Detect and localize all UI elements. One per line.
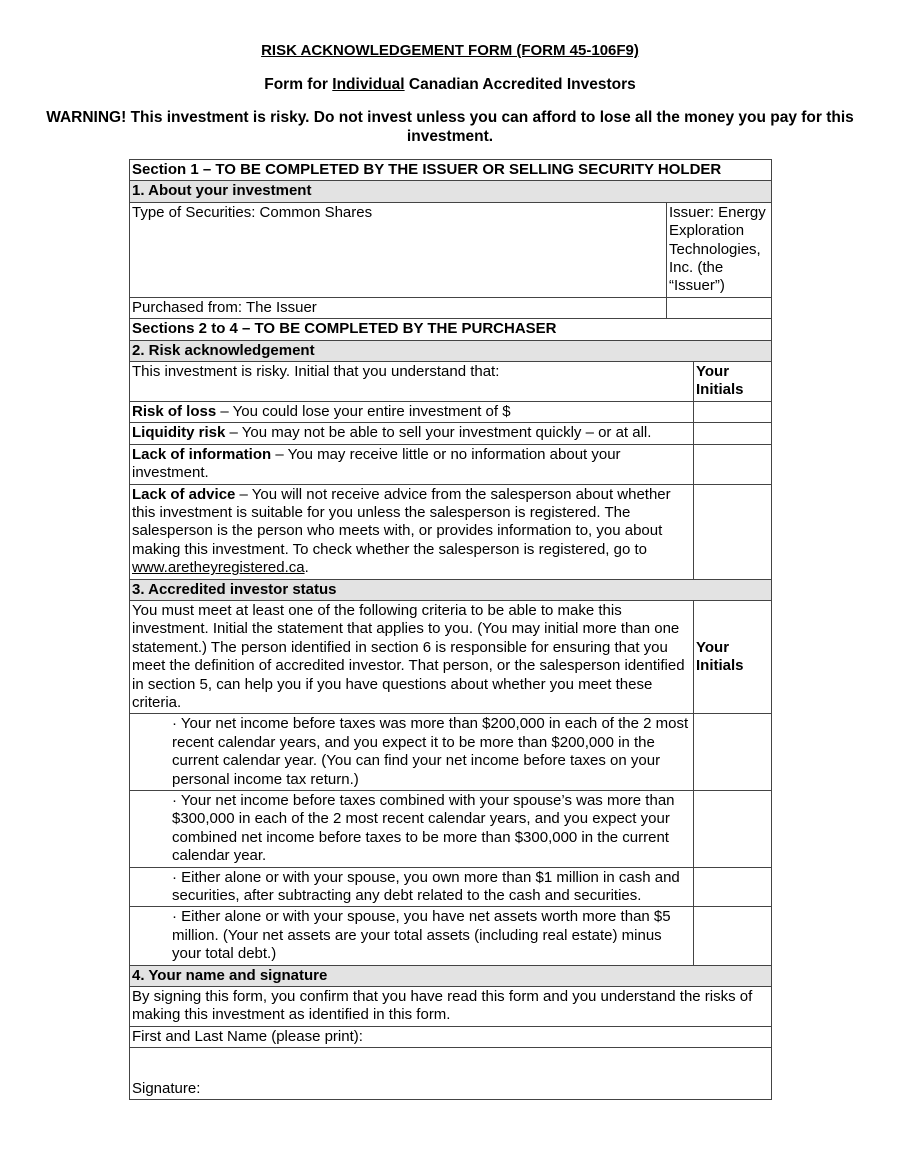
risk-title: Liquidity risk [132, 424, 226, 442]
criterion-income-text: · Your net income before taxes was more than $200,000 in each of the 2 most recent calendar years, and you expect it to be more than $200,000 in the current calendar year. (You can find your net income before taxes on your personal income tax return.) [130, 714, 694, 791]
name-and-signature-heading: 4. Your name and signature [130, 965, 772, 986]
accredited-investor-heading: 3. Accredited investor status [130, 579, 772, 600]
risk-row [130, 444, 772, 484]
warning-text: WARNING! This investment is risky. Do not invest unless you can afford to lose all the money you pay for this investment. [46, 109, 854, 145]
risk-description: – You may not be able to sell your investment quickly – or at all. [225, 424, 652, 442]
initials-column-label: Your Initials [694, 600, 772, 713]
criterion-financial-assets-text: · Either alone or with your spouse, you own more than $1 million in cash and securities, after subtracting any debt related to the cash and securities. [130, 867, 694, 907]
criteria-row [130, 907, 772, 965]
criterion-net-assets-initials[interactable] [694, 907, 772, 965]
form-title-text: RISK ACKNOWLEDGEMENT FORM (FORM 45-106F9) [261, 42, 639, 59]
lack-of-advice-initials[interactable] [694, 484, 772, 579]
risk-form-table [129, 159, 772, 1100]
section1-header-row [130, 160, 772, 181]
section3-heading-row [130, 579, 772, 600]
criteria-row [130, 791, 772, 868]
subtitle-suffix: Canadian Accredited Investors [404, 76, 636, 93]
risk-title: Lack of advice [132, 485, 236, 503]
purchased-from-extra-cell[interactable] [667, 297, 772, 318]
section2-intro-row [130, 362, 772, 402]
signature-field[interactable]: Signature: [130, 1048, 772, 1100]
form-title [0, 42, 900, 59]
initials-column-label: Your Initials [694, 362, 772, 402]
lack-of-advice-text [130, 484, 694, 579]
criterion-income-initials[interactable] [694, 714, 772, 791]
securities-row [130, 202, 772, 297]
criterion-combined-income-text: · Your net income before taxes combined with your spouse’s was more than $300,000 in each of the 2 most recent calendar years, and you expect your combined net income before taxes to be more than $300,000 in the current calendar year. [130, 791, 694, 868]
risk-description: – You could lose your entire investment of $ [216, 402, 511, 420]
section2-heading-row [130, 340, 772, 361]
subtitle-emphasis: Individual [332, 76, 405, 93]
criterion-financial-assets-initials[interactable] [694, 867, 772, 907]
criteria-row [130, 867, 772, 907]
risk-acknowledgement-heading: 2. Risk acknowledgement [130, 340, 772, 361]
risk-title: Lack of information [132, 445, 272, 463]
risk-row [130, 423, 772, 444]
registration-check-link[interactable]: www.aretheyregistered.ca [132, 559, 305, 577]
lack-of-information-initials[interactable] [694, 444, 772, 484]
risk-of-loss-initials[interactable] [694, 401, 772, 422]
signature-row [130, 1048, 772, 1100]
sections2to4-header-row [130, 319, 772, 340]
section4-statement-row [130, 987, 772, 1027]
section4-heading-row [130, 965, 772, 986]
criterion-net-assets-text: · Either alone or with your spouse, you have net assets worth more than $5 million. (Your net assets are your total assets (including real estate) minus your total debt.) [130, 907, 694, 965]
name-field[interactable]: First and Last Name (please print): [130, 1026, 772, 1047]
risk-row [130, 484, 772, 579]
risk-description: – You will not receive advice from the salesperson about whether this investment is suitable for you unless the salesperson is registered. The salesperson is the person who meets with, or provides information to, you about making this investment. To check whether the salesperson is registered, go to [132, 485, 671, 558]
link-trailing-period: . [304, 559, 309, 577]
section1-heading: Section 1 – TO BE COMPLETED BY THE ISSUER OR SELLING SECURITY HOLDER [130, 160, 772, 181]
purchased-from-field[interactable]: Purchased from: The Issuer [130, 297, 667, 318]
form-subtitle [0, 76, 900, 94]
risk-description: – You may receive little or no information about your investment. [132, 445, 621, 482]
risk-title: Risk of loss [132, 402, 217, 420]
name-row [130, 1026, 772, 1047]
liquidity-risk-initials[interactable] [694, 423, 772, 444]
risk-row [130, 401, 772, 422]
subtitle-prefix: Form for [264, 76, 333, 93]
purchased-from-row [130, 297, 772, 318]
lack-of-information-text [130, 444, 694, 484]
accredited-intro-text: You must meet at least one of the following criteria to be able to make this investment. Initial the statement that applies to you. (You may initial more than one statement.) The person identified in section 6 is responsible for ensuring that you meet the definition of accredited investor. That person, or the salesperson identified in section 5, can help you if you have questions about whether you meet these criteria. [130, 600, 694, 713]
issuer-field[interactable]: Issuer: Energy Exploration Technologies, Inc. (the “Issuer”) [667, 202, 772, 297]
criteria-row [130, 714, 772, 791]
section3-intro-row [130, 600, 772, 713]
about-investment-heading: 1. About your investment [130, 181, 772, 202]
sections2to4-heading: Sections 2 to 4 – TO BE COMPLETED BY THE PURCHASER [130, 319, 772, 340]
liquidity-risk-text [130, 423, 694, 444]
type-of-securities-field[interactable]: Type of Securities: Common Shares [130, 202, 667, 297]
about-heading-row [130, 181, 772, 202]
risk-of-loss-text [130, 401, 694, 422]
risk-intro-text: This investment is risky. Initial that you understand that: [130, 362, 694, 402]
signing-statement: By signing this form, you confirm that you have read this form and you understand the risks of making this investment as identified in this form. [130, 987, 772, 1027]
criterion-combined-income-initials[interactable] [694, 791, 772, 868]
